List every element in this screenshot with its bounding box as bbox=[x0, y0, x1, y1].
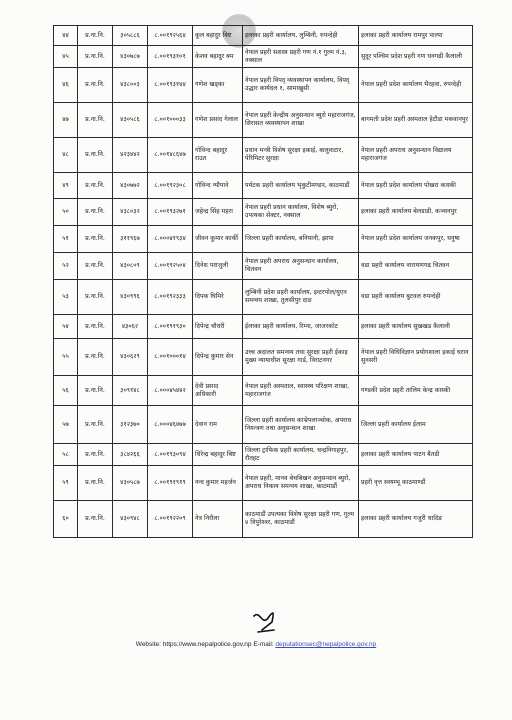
code-cell: ८.००१९१९१९ bbox=[148, 466, 193, 501]
code-cell: ८.००१०००३३ bbox=[148, 103, 193, 138]
code-cell: ८.००१९२५०४ bbox=[148, 253, 193, 280]
serial-cell: ५८ bbox=[54, 444, 78, 466]
table-row bbox=[54, 253, 473, 280]
new-office-cell: नेपाल प्रहरी प्रदेश कार्यालय पोखरा कास्की bbox=[359, 173, 473, 199]
table-row bbox=[54, 315, 473, 339]
name-cell: देवी प्रसाद अधिकारी bbox=[193, 376, 243, 406]
new-office-cell: नेपाल प्रहरी अपराध अनुसन्धान विद्यालय महाराजगंज bbox=[359, 138, 473, 173]
rank-cell: प्र.ना.नि. bbox=[78, 280, 113, 315]
service-no-cell: ३०९१४८ bbox=[113, 376, 148, 406]
service-no-cell: ४३८००३ bbox=[113, 68, 148, 103]
table-row bbox=[54, 501, 473, 538]
current-office-cell: इलाका प्रहरी कार्यालय, लुम्बिनी, रुपन्देही bbox=[243, 26, 359, 46]
table-row bbox=[54, 280, 473, 315]
current-office-cell: नेपाल प्रहरी सशस्त्र प्रहरी गण नं.१ गुल्म नं.३, नक्साल bbox=[243, 46, 359, 68]
table-row bbox=[54, 26, 473, 46]
table-row bbox=[54, 103, 473, 138]
name-cell: जीवन कुमार कार्की bbox=[193, 226, 243, 253]
service-no-cell: ४३०५८६ bbox=[113, 103, 148, 138]
serial-cell: ४६ bbox=[54, 68, 78, 103]
code-cell: ८.००१४८६४७ bbox=[148, 138, 193, 173]
service-no-cell: ४२३४४२ bbox=[113, 138, 148, 173]
rank-cell: प्र.ना.नि. bbox=[78, 315, 113, 339]
name-cell: नेत्र निरौला bbox=[193, 501, 243, 538]
code-cell: ८.००१९१९३० bbox=[148, 315, 193, 339]
serial-cell: ५१ bbox=[54, 226, 78, 253]
current-office-cell: नेपाल प्रहरी प्रधान कार्यालय, विशेष ब्युरो, उपत्यका सेक्टर, नक्साल bbox=[243, 199, 359, 226]
new-office-cell: सुदूर पश्चिम प्रदेश प्रहरी गण धनगढी कैलाली bbox=[359, 46, 473, 68]
code-cell: ८.००१९२३०८ bbox=[148, 173, 193, 199]
current-office-cell: जिल्ला प्रहरी कार्यालय काभ्रेपलाञ्चोक, अपराध नियन्त्रण तथा अनुसन्धान शाखा bbox=[243, 406, 359, 444]
service-no-cell: ४३०९९६ bbox=[113, 280, 148, 315]
service-no-cell: ४३०८०९ bbox=[113, 253, 148, 280]
new-office-cell: नेपाल प्रहरी प्रदेश कार्यालय भैरहवा, रुपन्देही bbox=[359, 68, 473, 103]
name-cell: जहेन्द्र सिंह महरा bbox=[193, 199, 243, 226]
rank-cell: प्र.ना.नि. bbox=[78, 406, 113, 444]
table-row bbox=[54, 226, 473, 253]
table-row bbox=[54, 173, 473, 199]
rank-cell: प्र.ना.नि. bbox=[78, 173, 113, 199]
serial-cell: ५७ bbox=[54, 406, 78, 444]
rank-cell: प्र.ना.नि. bbox=[78, 339, 113, 376]
name-cell: दिनेश पराजुली bbox=[193, 253, 243, 280]
table-row bbox=[54, 466, 473, 501]
rank-cell: प्र.ना.नि. bbox=[78, 103, 113, 138]
current-office-cell: नेपाल प्रहरी अपराध अनुसन्धान कार्यालय, चितवन bbox=[243, 253, 359, 280]
name-cell: कुल बहादुर बिष्ट bbox=[193, 26, 243, 46]
serial-cell: ५० bbox=[54, 199, 78, 226]
name-cell: दिपेन्द्र कुमार सेन bbox=[193, 339, 243, 376]
rank-cell: प्र.ना.नि. bbox=[78, 376, 113, 406]
table-row bbox=[54, 138, 473, 173]
serial-cell: ५४ bbox=[54, 315, 78, 339]
code-cell: ८.००१०००१४ bbox=[148, 339, 193, 376]
current-office-cell: नेपाल प्रहरी केन्द्रीय अनुसन्धान ब्युरो महाराजगंज, सिरासत व्यवस्थापन शाखा bbox=[243, 103, 359, 138]
service-no-cell: ३११९६७ bbox=[113, 226, 148, 253]
service-no-cell: ४३८०३२ bbox=[113, 199, 148, 226]
rank-cell: प्र.ना.नि. bbox=[78, 226, 113, 253]
new-office-cell: इलाका प्रहरी कार्यालय गजुरी धादिङ bbox=[359, 501, 473, 538]
code-cell: ८.००१९३१४४ bbox=[148, 68, 193, 103]
signature-mark bbox=[248, 608, 282, 638]
table-row bbox=[54, 46, 473, 68]
name-cell: दिपेन्द्र चौधरी bbox=[193, 315, 243, 339]
rank-cell: प्र.ना.नि. bbox=[78, 466, 113, 501]
serial-cell: ४९ bbox=[54, 173, 78, 199]
rank-cell: प्र.ना.नि. bbox=[78, 68, 113, 103]
new-office-cell: नेपाल प्रहरी विधिविज्ञान प्रयोगशाला इकाई धरान सुनसरी bbox=[359, 339, 473, 376]
new-office-cell: गण्डकी प्रदेश प्रहरी तालिम केन्द्र कास्की bbox=[359, 376, 473, 406]
code-cell: ८.०००४६४७७ bbox=[148, 406, 193, 444]
table-row bbox=[54, 406, 473, 444]
serial-cell: ५६ bbox=[54, 376, 78, 406]
service-no-cell: ४३०९४८ bbox=[113, 501, 148, 538]
name-cell: देवान राम bbox=[193, 406, 243, 444]
page-footer bbox=[0, 641, 512, 648]
service-no-cell: ४३०६२९ bbox=[113, 339, 148, 376]
service-no-cell: ३०५८८६ bbox=[113, 26, 148, 46]
new-office-cell: वडा प्रहरी कार्यालय बुटवल रुपन्देही bbox=[359, 280, 473, 315]
name-cell: गणेश खड्का bbox=[193, 68, 243, 103]
transfer-table bbox=[53, 25, 473, 538]
serial-cell: ५५ bbox=[54, 339, 78, 376]
rank-cell: प्र.ना.नि. bbox=[78, 199, 113, 226]
serial-cell: ४८ bbox=[54, 138, 78, 173]
table-row bbox=[54, 199, 473, 226]
name-cell: दिपक घिमिरे bbox=[193, 280, 243, 315]
service-no-cell: ४३०६२ bbox=[113, 315, 148, 339]
email-prefix: E-mail: bbox=[251, 641, 276, 648]
current-office-cell: जिल्ला प्रहरी कार्यालय, बनियानी, झापा bbox=[243, 226, 359, 253]
code-cell: ८.००१९३२७१ bbox=[148, 199, 193, 226]
new-office-cell: नेपाल प्रहरी प्रदेश कार्यालय जनकपुर, धनुषा bbox=[359, 226, 473, 253]
name-cell: धिरेन्द्र बहादुर बिष्ट bbox=[193, 444, 243, 466]
serial-cell: ४५ bbox=[54, 46, 78, 68]
code-cell: ८.००१९३०९४ bbox=[148, 444, 193, 466]
name-cell: गोविन्द बहादुर राउत bbox=[193, 138, 243, 173]
current-office-cell: नेपाल प्रहरी, मानव बेचबिखन अनुसन्धान ब्युरो, अपराध निकाय समन्वय शाखा, काठमाडौं bbox=[243, 466, 359, 501]
serial-cell: ४७ bbox=[54, 103, 78, 138]
service-no-cell: ४३०७७२ bbox=[113, 173, 148, 199]
rank-cell: प्र.ना.नि. bbox=[78, 253, 113, 280]
table-body bbox=[54, 26, 473, 538]
new-office-cell: वडा प्रहरी कार्यालय नारायणगढ चितवन bbox=[359, 253, 473, 280]
current-office-cell: पर्यटक प्रहरी कार्यालय भृकुटीमण्डप, काठमाडौं bbox=[243, 173, 359, 199]
new-office-cell: जिल्ला प्रहरी कार्यालय ईलाम bbox=[359, 406, 473, 444]
current-office-cell: जिल्ला ट्राफिक प्रहरी कार्यालय, चन्द्रनिगाहपुर, रौतहट bbox=[243, 444, 359, 466]
code-cell: ८.००१९२२०९ bbox=[148, 501, 193, 538]
serial-cell: ५९ bbox=[54, 466, 78, 501]
email-link[interactable]: deputationsec@nepalpolice.gov.np bbox=[275, 641, 377, 648]
code-cell: ८.००१९२५६४ bbox=[148, 26, 193, 46]
current-office-cell: ईलाका प्रहरी कार्यालय, रिम्ना, जाजरकोट bbox=[243, 315, 359, 339]
code-cell: ८.००१९२३३३ bbox=[148, 280, 193, 315]
name-cell: गणेश प्रसाद गेलाल bbox=[193, 103, 243, 138]
rank-cell: प्र.ना.नि. bbox=[78, 501, 113, 538]
rank-cell: प्र.ना.नि. bbox=[78, 26, 113, 46]
current-office-cell: काठमाडौं उपत्यका विशेष सुरक्षा प्रहरी गण, गुल्म ४ त्रिपुरेश्वर, काठमाडौं bbox=[243, 501, 359, 538]
code-cell: ८.०००४१९३४ bbox=[148, 226, 193, 253]
serial-cell: ५३ bbox=[54, 280, 78, 315]
current-office-cell: नेपाल प्रहरी विपद् व्यवस्थापन कार्यालय, विपद् उद्धार कार्यदल १, सामाखुसी bbox=[243, 68, 359, 103]
new-office-cell: प्रहरी वृत्त स्वयम्भू काठमाण्डौं bbox=[359, 466, 473, 501]
name-cell: नन्द कुमार महर्जन bbox=[193, 466, 243, 501]
new-office-cell: इलाका प्रहरी कार्यालय सुखखड कैलाली bbox=[359, 315, 473, 339]
code-cell: ८.०००४५४४२ bbox=[148, 376, 193, 406]
name-cell: गोविन्द न्यौपाने bbox=[193, 173, 243, 199]
service-no-cell: ४३०७८७ bbox=[113, 46, 148, 68]
new-office-cell: इलाका प्रहरी कार्यालय बेलडाडी, कञ्चनपुर bbox=[359, 199, 473, 226]
new-office-cell: इलाका प्रहरी कार्यालय रामपुर पाल्पा bbox=[359, 26, 473, 46]
rank-cell: प्र.ना.नि. bbox=[78, 444, 113, 466]
table-row bbox=[54, 444, 473, 466]
rank-cell: प्र.ना.नि. bbox=[78, 46, 113, 68]
service-no-cell: ३८४२६६ bbox=[113, 444, 148, 466]
serial-cell: ५२ bbox=[54, 253, 78, 280]
website-text: Website: https://www.nepalpolice.gov.np bbox=[135, 641, 252, 648]
current-office-cell: लुम्बिनी प्रदेश प्रहरी कार्यालय, इन्टरपोल/युएन समन्वय शाखा, तुलसीपुर दाङ bbox=[243, 280, 359, 315]
current-office-cell: उच्च अदालत समन्वय तथा सुरक्षा प्रहरी ईकाइ मुख्य न्यायाधीश सुरक्षा गार्ड, विराटनगर bbox=[243, 339, 359, 376]
new-office-cell: इलाका प्रहरी कार्यालय पाटन बैतडी bbox=[359, 444, 473, 466]
current-office-cell: नेपाल प्रहरी अस्पताल, स्वास्थ्य परिक्षण शाखा, महाराजगंज bbox=[243, 376, 359, 406]
new-office-cell: बागमती प्रदेश प्रहरी अस्पताल हेटौडा मकवानपुर bbox=[359, 103, 473, 138]
current-office-cell: प्रधान मन्त्री विशेष सुरक्षा इकाई, बालुवाटार, पेरिमिटर सुरक्षा bbox=[243, 138, 359, 173]
code-cell: ८.००१९३१०१ bbox=[148, 46, 193, 68]
service-no-cell: ३१२३७० bbox=[113, 406, 148, 444]
serial-cell: ६० bbox=[54, 501, 78, 538]
service-no-cell: ४३०५८७ bbox=[113, 466, 148, 501]
serial-cell: ४४ bbox=[54, 26, 78, 46]
name-cell: केशव बहादुर बम bbox=[193, 46, 243, 68]
table-row bbox=[54, 376, 473, 406]
rank-cell: प्र.ना.नि. bbox=[78, 138, 113, 173]
table-row bbox=[54, 68, 473, 103]
table-row bbox=[54, 339, 473, 376]
